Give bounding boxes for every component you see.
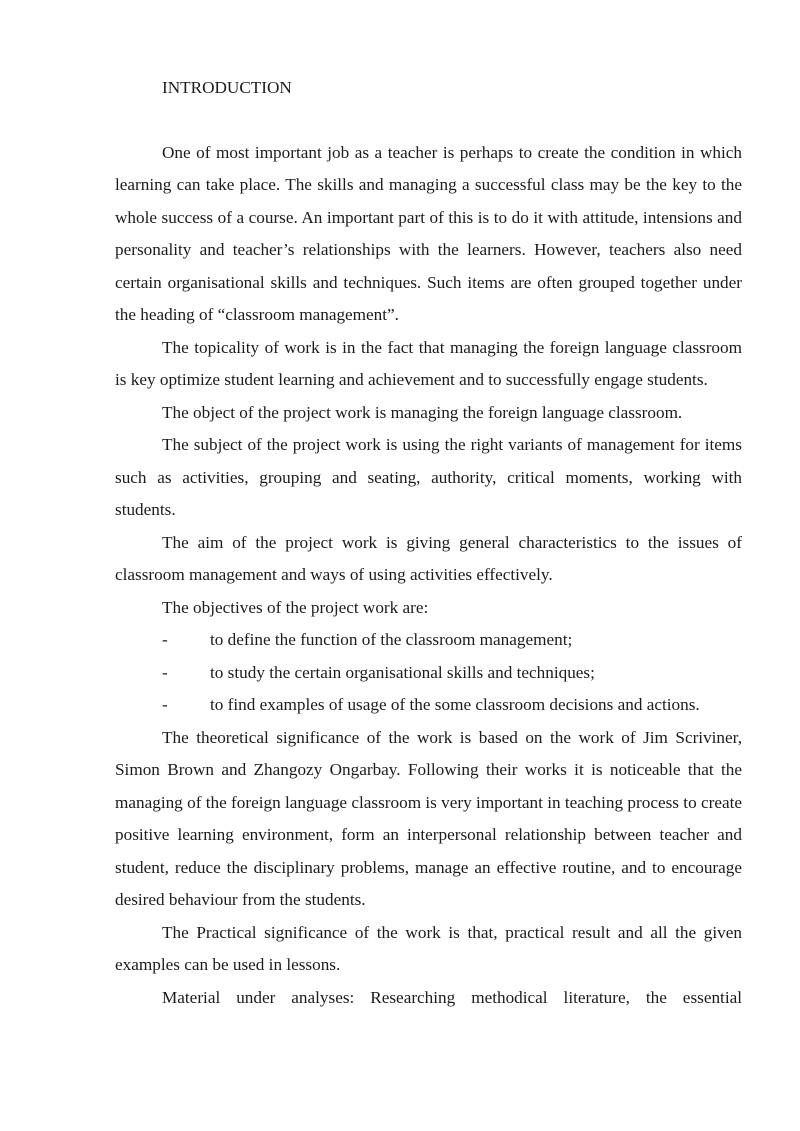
- list-marker: -: [162, 662, 168, 682]
- paragraph-subject: The subject of the project work is using the right variants of management for items such as activities, grouping and seating, authority, critical moments, working with students.: [115, 435, 742, 519]
- list-marker: -: [162, 695, 168, 714]
- paragraph-material-under-analyses: Material under analyses: Researching methodical literature, the essential: [162, 987, 742, 1007]
- paragraph-theoretical-significance: The theoretical significance of the work is based on the work of Jim Scriviner, Simon Brown and Zhangozy Ongarbay. Following their works it is noticeable that the managing of the foreign language classroom is very important in teaching process to create positive learning environment, form an interpersonal relationship between teacher and student, reduce the disciplinary problems, manage an effective routine, and to encourage desired behaviour from the students.: [115, 727, 742, 909]
- objective-list-item: [162, 657, 742, 690]
- section-heading: INTRODUCTION: [162, 78, 292, 97]
- paragraph-practical-significance: The Practical significance of the work is that, practical result and all the given examples can be used in lessons.: [115, 922, 742, 974]
- objective-list-item: [162, 624, 742, 657]
- heading-spacer: [115, 105, 742, 137]
- paragraph-object: The object of the project work is managing the foreign language classroom.: [162, 402, 683, 422]
- objective-list-item: [162, 689, 742, 722]
- paragraph-intro: One of most important job as a teacher is perhaps to create the condition in which learning can take place. The skills and managing a successful class may be the key to the whole success of a course. An important part of this is to do it with attitude, intensions and personality and teacher’s relationships with the learners. However, teachers also need certain organisational skills and techniques. Such items are often grouped together under the heading of “classroom management”.: [115, 142, 742, 324]
- objective-text: to define the function of the classroom management;: [210, 630, 573, 649]
- paragraph-topicality: The topicality of work is in the fact that managing the foreign language classroom is key optimize student learning and achievement and to successfully engage students.: [115, 337, 742, 389]
- list-marker: -: [162, 630, 168, 649]
- objective-text: to study the certain organisational skills and techniques;: [210, 662, 595, 682]
- document-page: [115, 70, 742, 1014]
- objective-text: to find examples of usage of the some classroom decisions and actions.: [210, 695, 700, 714]
- paragraph-aim: The aim of the project work is giving general characteristics to the issues of classroom management and ways of using activities effectively.: [115, 532, 742, 584]
- paragraph-objectives-intro: The objectives of the project work are:: [162, 597, 429, 617]
